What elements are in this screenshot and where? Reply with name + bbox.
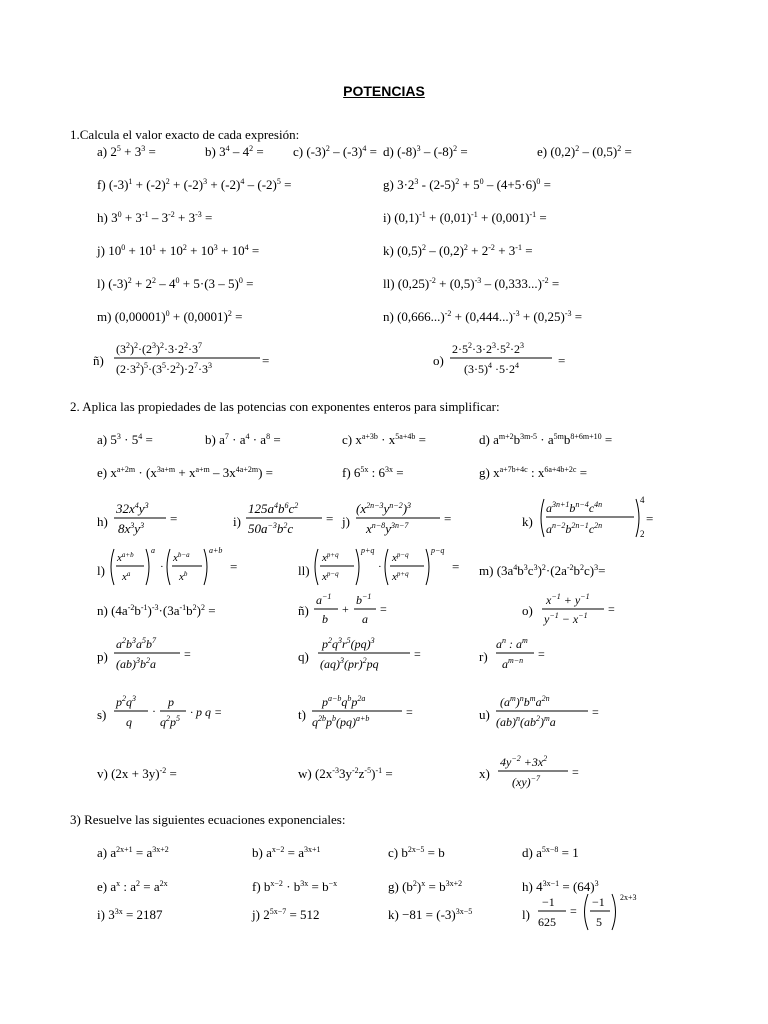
svg-text:y−1 − x−1: $y^{-1} - x^{-1}$	[544, 611, 588, 626]
svg-text:p+q: p+q	[361, 546, 375, 555]
s2-item-f: f) $6^{5x}$ : $6^{3x}$ =	[342, 465, 404, 480]
s1-item-h: h) $3^0 + 3^{-1} - 3^{-2} + 3^{-3}$ =	[97, 210, 213, 225]
svg-text:=: =	[230, 559, 238, 574]
svg-text:5: 5	[596, 915, 602, 929]
s2-item-r-label: r)	[479, 649, 488, 664]
svg-text:x−1 + y−1: $x^{-1} + y^{-1}$	[546, 592, 590, 607]
svg-text:2: 2	[640, 529, 645, 539]
s2-item-ll-fraction	[312, 545, 470, 591]
s3-item-a: a) $a^{2x+1} = a^{3x+2}$	[97, 845, 169, 860]
svg-text:4: 4	[640, 495, 645, 505]
s3-item-j: j) $2^{5x-7} = 512$	[252, 907, 320, 922]
svg-text:4y−2 +3x2: $4y^{-2} +3x^2$	[500, 754, 548, 769]
svg-text:xn−8y3n−7: $x^{n-8}y^{3n-7}$	[366, 521, 409, 536]
s2-item-b: b) $a^7 \cdot a^4 \cdot a^8$ =	[205, 432, 281, 447]
svg-text:2x+3: 2x+3	[620, 893, 637, 902]
s1-item-j: j) $10^0 + 10^1 + 10^2 + 10^3 + 10^4$ =	[97, 243, 260, 258]
s2-item-m: m) $(3a^4b^3c^3)^2\cdot(2a^{-2}b^2c)^3=$	[479, 563, 606, 578]
s2-item-o-label: o)	[522, 603, 533, 618]
s3-item-h: h) $4^{3x-1} = (64)^3$	[522, 879, 599, 894]
svg-text:xp+q: $x^{p+q}$	[392, 570, 409, 583]
s2-item-g: g) $x^{a+7b+4c}$ : $x^{6a+4b+2c}$ =	[479, 465, 588, 480]
s2-item-c: c) $x^{a+3b} \cdot x^{5a+4b}$ =	[342, 432, 426, 447]
svg-text:pa−bqbp2a: $p^{a-b}q^bp^{2a}$	[322, 694, 366, 709]
svg-text:−1: −1	[542, 895, 555, 909]
s1-item-nn-fraction	[112, 338, 272, 378]
svg-text:=: =	[538, 647, 545, 661]
svg-text:=: =	[380, 602, 387, 616]
svg-text:2·52·3·23·52·23: $2\cdot 5^2\cdot 3\cdot 2^3\cdot 5^2\cdot 2^3$	[452, 341, 524, 356]
s3-item-k: $k) -81 = (-3)^{3x-5}$	[388, 907, 473, 922]
s1-item-l: l) $(-3)^2 + 2^2 - 4^0 + 5\cdot(3 - 5)^0$ =	[97, 276, 254, 291]
svg-text:·: ·	[378, 561, 382, 573]
svg-text:(aq)3(pr)2pq: (aq)$^3$(pr)$^2$pq	[320, 656, 379, 671]
s2-item-j-fraction	[354, 497, 458, 539]
svg-text:a: a	[151, 546, 155, 555]
s2-item-p-fraction	[112, 632, 196, 674]
s2-item-u-fraction	[494, 690, 610, 732]
svg-text:=: =	[452, 559, 460, 574]
s2-item-x-label: x)	[479, 766, 490, 781]
svg-text:=: =	[444, 511, 452, 526]
svg-text:+: +	[342, 602, 349, 616]
s2-item-i-fraction	[244, 497, 338, 539]
s1-item-o-equals: =	[558, 353, 566, 368]
s2-item-v: v) $(2x + 3y)^{-2}$ =	[97, 766, 177, 781]
svg-text:p2q3: $p^2q^3$	[116, 694, 136, 709]
section-2-heading: 2. Aplica las propiedades de las potencias con exponentes enteros para simplificar:	[70, 399, 500, 414]
svg-text:q2p5: $q^2p^5$	[160, 714, 180, 729]
svg-text:xp−q: $x^{p-q}$	[322, 570, 339, 583]
s1-item-d: d) $(-8)^3 - (-8)^2$ =	[383, 144, 468, 159]
svg-text:· p q =: · p q =	[190, 705, 223, 719]
svg-text:625: 625	[538, 915, 556, 929]
s2-item-x-fraction	[496, 750, 586, 792]
s1-item-g: g) $3\cdot 2^3 - (2-5)^2 + 5^0 - (4+5\cdot 6)^0$ =	[383, 177, 552, 192]
svg-text:=: =	[592, 705, 599, 719]
s2-item-o-fraction	[540, 590, 620, 630]
svg-text:xa+b: $x^{a+b}$	[117, 551, 134, 564]
s1-item-n: n) $(0,666...)^{-2} + (0,444...)^{-3} + (0,25)^{-3}$ =	[383, 309, 583, 324]
svg-text:xb: $x^b$	[179, 570, 188, 583]
s1-item-b: b) $3^4 - 4^2$ =	[205, 144, 264, 159]
svg-text:=: =	[608, 602, 615, 616]
s2-item-s-label: s)	[97, 707, 107, 722]
s1-item-c: c) $(-3)^2 - (-3)^4$ =	[293, 144, 377, 159]
s2-item-h-label: h)	[97, 514, 108, 529]
section-1-heading: 1.Calcula el valor exacto de cada expresión:	[70, 127, 300, 142]
s1-item-i: i) $(0,1)^{-1} + (0,01)^{-1} + (0,001)^{-1}$ =	[383, 210, 547, 225]
s1-item-o-fraction	[448, 338, 560, 378]
svg-text:a+b: a+b	[209, 546, 223, 555]
svg-text:q2bpb(pq)a+b: $q^{2b}p^b(pq)^{a+b}$	[312, 714, 370, 729]
s3-item-g: g) $(b^2)^x = b^{3x+2}$	[388, 879, 463, 894]
s3-item-e: e) $a^x$ : $a^2 = a^{2x}$	[97, 879, 168, 894]
svg-text:xb−a: $x^{b-a}$	[173, 551, 190, 564]
svg-text:(xy)−7: (xy)$^{-7}$	[512, 774, 541, 789]
svg-text:=: =	[406, 705, 413, 719]
s2-item-k-fraction	[536, 493, 660, 543]
svg-text:am−n: $a^{m-n}$	[502, 656, 524, 671]
s2-item-a: a) $5^3 \cdot 5^4$ =	[97, 432, 153, 447]
s2-item-p-label: p)	[97, 649, 108, 664]
svg-text:an : am: $a^n$ : $a^m$	[496, 636, 528, 651]
svg-text:xa: $x^a$	[122, 570, 131, 583]
svg-text:=: =	[184, 647, 191, 661]
svg-text:xp−q: $x^{p-q}$	[392, 551, 409, 564]
svg-text:=: =	[326, 511, 334, 526]
svg-text:−1: −1	[592, 895, 605, 909]
section-3-heading: 3) Resuelve las siguientes ecuaciones exponenciales:	[70, 812, 346, 827]
s3-item-l-label: l)	[522, 907, 530, 922]
s1-item-ll: ll) $(0,25)^{-2} + (0,5)^{-3} - (0,333...)^{-2}$ =	[383, 276, 560, 291]
svg-text:(am)nbma2n: $(a^m)^nb^ma^{2n}$	[500, 694, 550, 709]
s3-item-f: f) $b^{x-2} \cdot b^{3x} = b^{-x}$	[252, 879, 338, 894]
svg-text:(x2n−3yn−2)3: $(x^{2n-3}y^{n-2})^3$	[356, 501, 412, 516]
svg-text:(3·5)4 ·5·24: $(3\cdot 5)^4 \cdot 5\cdot 2^4$	[464, 361, 519, 376]
s2-item-t-label: t)	[298, 707, 306, 722]
s2-item-q-label: q)	[298, 649, 309, 664]
svg-text:(ab)3b2a: $(ab)^3b^2a$	[116, 656, 156, 671]
svg-text:8x3y3: $8x^3y^3$	[118, 521, 145, 536]
svg-text:=: =	[414, 647, 421, 661]
s2-item-t-fraction	[310, 690, 420, 732]
s2-item-nn-label: ñ)	[298, 603, 309, 618]
s2-item-s-fraction	[112, 690, 230, 732]
s2-item-w: w) $(2x^{-3}3y^{-2}z^{-5})^{-1}$ =	[298, 766, 393, 781]
svg-text:a2b3a5b7: $a^2b^3a^5b^7$	[116, 636, 156, 651]
s2-item-i-label: i)	[233, 514, 241, 529]
s3-item-l-equation	[536, 892, 666, 936]
svg-text:=: =	[572, 765, 579, 779]
s2-item-r-fraction	[494, 632, 558, 674]
svg-text:b−1: $b^{-1}$	[356, 592, 372, 607]
svg-text:a3n+1bn−4c4n: $a^{3n+1}b^{n-4}c^{4n}$	[546, 500, 603, 515]
svg-text:=: =	[170, 511, 178, 526]
svg-text:a−1: $a^{-1}$	[316, 592, 332, 607]
s3-item-d: d) $a^{5x-8} = 1$	[522, 845, 579, 860]
s2-item-k-label: k)	[522, 514, 533, 529]
s3-item-i: i) $3^{3x} = 2187$	[97, 907, 163, 922]
s2-item-j-label: j)	[342, 514, 350, 529]
s1-item-o-label: o)	[433, 353, 444, 368]
svg-text:b: b	[322, 612, 328, 626]
s1-item-nn-label: ñ)	[93, 353, 104, 368]
s2-item-nn-fraction	[312, 590, 392, 630]
svg-text:p2q3r5(pq)3: $p^2q^3r^5(pq)^3$	[322, 636, 375, 651]
svg-text:50a−3b2c: $50a^{-3}b^2c$	[248, 521, 294, 536]
s3-item-c: c) $b^{2x-5} = b$	[388, 845, 445, 860]
svg-text:(32)2·(23)2·3·22·37: $(3^2)^2\cdot(2^3)^2\cdot 3\cdot 2^2\cdot 3^7$	[116, 341, 202, 356]
svg-text:·: ·	[152, 704, 156, 718]
svg-text:p: p	[168, 695, 174, 709]
svg-text:p−q: p−q	[431, 546, 445, 555]
s1-item-e: e) $(0,2)^2 - (0,5)^2$ =	[537, 144, 632, 159]
svg-text:=: =	[646, 511, 654, 526]
s1-item-f: f) $(-3)^1 + (-2)^2 + (-2)^3 + (-2)^4 - (-2)^5$ =	[97, 177, 292, 192]
s1-item-k: k) $(0,5)^2 - (0,2)^2 + 2^{-2} + 3^{-1}$ =	[383, 243, 533, 258]
s2-item-d: d) $a^{m+2}b^{3m-5} \cdot a^{5m}b^{8+6m+10}$ =	[479, 432, 613, 447]
svg-text:·: ·	[160, 561, 164, 573]
s3-item-b: b) $a^{x-2} = a^{3x+1}$	[252, 845, 321, 860]
s2-item-u-label: u)	[479, 707, 490, 722]
s1-item-nn-equals: =	[262, 353, 270, 368]
svg-text:=: =	[570, 904, 577, 918]
s2-item-h-fraction	[112, 497, 182, 539]
svg-text:q: q	[126, 715, 132, 729]
s2-item-l-fraction	[108, 545, 244, 591]
svg-text:a: a	[362, 612, 368, 626]
svg-text:xp+q: $x^{p+q}$	[322, 551, 339, 564]
svg-text:an−2b2n−1c2n: $a^{n-2}b^{2n-1}c^{2n}$	[546, 521, 603, 536]
svg-text:125a4b6c2: $125a^4b^6c^2$	[248, 501, 299, 516]
svg-text:32x4y3: $32x^4y^3$	[116, 501, 149, 516]
svg-text:(ab)n(ab2)ma: $(ab)^n(ab^2)^ma$	[496, 714, 556, 729]
s2-item-q-fraction	[316, 632, 428, 674]
page-title: POTENCIAS	[343, 83, 425, 99]
s1-item-m: m) $(0,00001)^0 + (0,0001)^2$ =	[97, 309, 243, 324]
s2-item-n: n) $(4a^{-2}b^{-1})^{-3}\cdot(3a^{-1}b^2)^2$ =	[97, 603, 216, 618]
s2-item-ll-label: ll)	[298, 563, 310, 578]
svg-text:(2·32)5·(35·22)·27·33: $(2\cdot 3^2)^5\cdot(3^5\cdot 2^2)\cdot 2^7\cdot 3^3$	[116, 361, 212, 376]
s2-item-l-label: l)	[97, 563, 105, 578]
s2-item-e: e) $x^{a+2m} \cdot (x^{3a+m} + x^{a+m} - 3x^{4a+2m})$ =	[97, 465, 273, 480]
s1-item-a: a) $2^5 + 3^3$ =	[97, 144, 156, 159]
